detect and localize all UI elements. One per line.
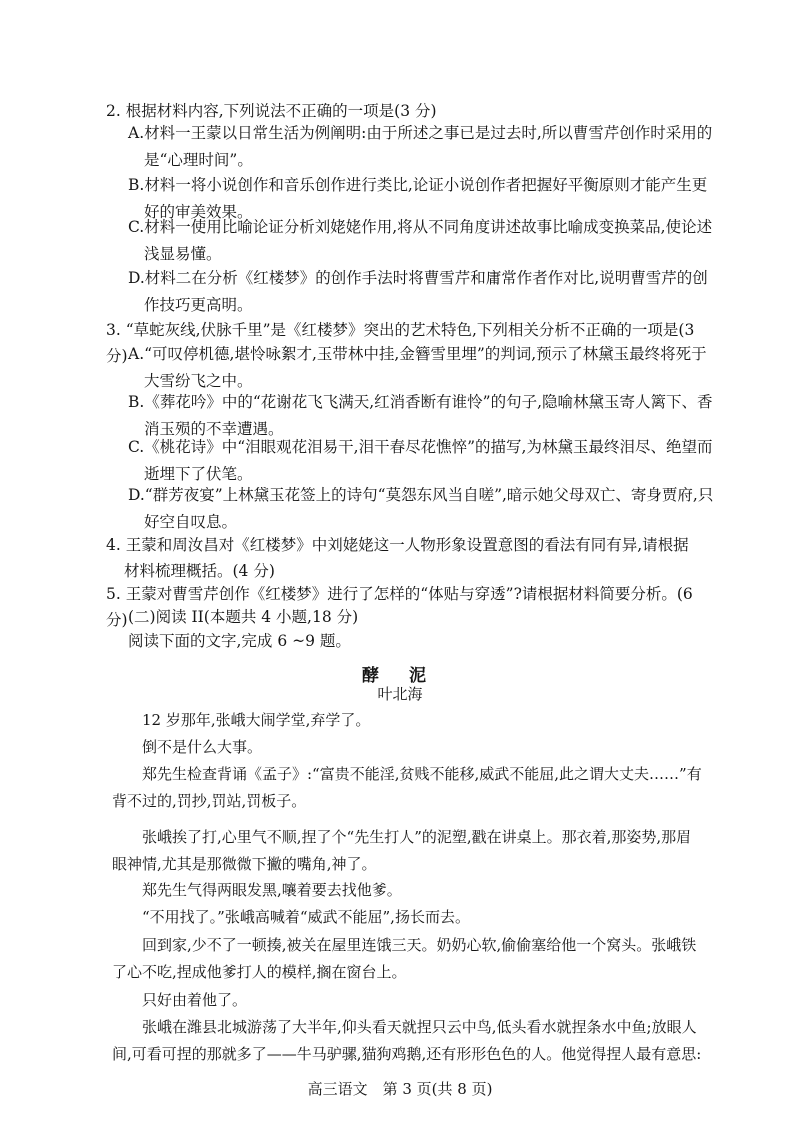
story-paragraph: 只好由着他了。 [142,991,248,1009]
story-paragraph: 张峨在潍县北城游荡了大半年,仰头看天就捏只云中鸟,低头看水就捏条水中鱼;放眼人间,可看可捏的那就多了——牛马驴骡,猫狗鸡鹅,还有形形色色的人。他觉得捏人最有意思: [112,1018,702,1063]
story-paragraph: 倒不是什么大事。 [142,738,263,756]
story-paragraph: 郑先生检查背诵《孟子》:“富贵不能淫,贫贱不能移,威武不能屈,此之谓大丈夫……”有背不过的,罚抄,罚站,罚板子。 [112,765,702,810]
question-4: 4. 王蒙和周汝昌对《红楼梦》中刘姥姥这一人物形象设置意图的看法有同有异,请根据材料梳理概括。(4 分) [106,536,689,580]
question-5: 5. 王蒙对曹雪芹创作《红楼梦》进行了怎样的“体贴与穿透”?请根据材料简要分析。(6 分) [106,585,693,629]
question-3-option-d: D.“群芳夜宴”上林黛玉花签上的诗句“莫怨东风当自嗟”,暗示她父母双亡、寄身贾府,只好空自叹息。 [128,486,714,531]
story-paragraph: 回到家,少不了一顿揍,被关在屋里连饿三天。奶奶心软,偷偷塞给他一个窝头。张峨铁了心不吃,捏成他爹打人的模样,搁在窗台上。 [112,936,697,981]
question-3-option-a: A.“可叹停机德,堪怜咏絮才,玉带林中挂,金簪雪里埋”的判词,预示了林黛玉最终将死于大雪纷飞之中。 [128,345,707,390]
question-2-option-d: D.材料二在分析《红楼梦》的创作手法时将曹雪芹和庸常作者作对比,说明曹雪芹的创作技巧更高明。 [128,269,708,314]
story-paragraph: 张峨挨了打,心里气不顺,捏了个“先生打人”的泥塑,戳在讲桌上。那衣着,那姿势,那眉眼神情,尤其是那微微下撇的嘴角,神了。 [112,828,692,873]
question-2-option-a: A.材料一王蒙以日常生活为例阐明:由于所述之事已是过去时,所以曹雪芹创作时采用的是“心理时间”。 [128,124,713,169]
story-title: 酵 泥 [362,666,438,686]
story-paragraph: 12 岁那年,张峨大闹学堂,弃学了。 [142,711,371,729]
section-heading: (二)阅读 II(本题共 4 小题,18 分) [128,608,359,626]
page-footer: 高三语文 第 3 页(共 8 页) [307,1080,493,1098]
question-3-option-b: B.《葬花吟》中的“花谢花飞飞满天,红消香断有谁怜”的句子,隐喻林黛玉寄人篱下、香消玉殒的不幸遭遇。 [128,393,713,438]
story-paragraph: “不用找了。”张峨高喊着“威武不能屈”,扬长而去。 [142,908,470,926]
question-3-stem: 3. “草蛇灰线,伏脉千里”是《红楼梦》突出的艺术特色,下列相关分析不正确的一项是(3 分) [106,321,695,365]
story-author: 叶北海 [377,685,423,703]
story-paragraph: 郑先生气得两眼发黑,嚷着要去找他爹。 [142,881,402,899]
section-instruction: 阅读下面的文字,完成 6 ~9 题。 [128,632,351,650]
question-2-stem: 2. 根据材料内容,下列说法不正确的一项是(3 分) [106,102,437,120]
question-2-option-c: C.材料一使用比喻论证分析刘姥姥作用,将从不同角度讲述故事比喻成变换菜品,使论述浅显易懂。 [128,218,713,263]
question-2-option-b: B.材料一将小说创作和音乐创作进行类比,论证小说创作者把握好平衡原则才能产生更好的审美效果。 [128,176,708,221]
question-3-option-c: C.《桃花诗》中“泪眼观花泪易干,泪干春尽花憔悴”的描写,为林黛玉最终泪尽、绝望而逝埋下了伏笔。 [128,438,713,483]
